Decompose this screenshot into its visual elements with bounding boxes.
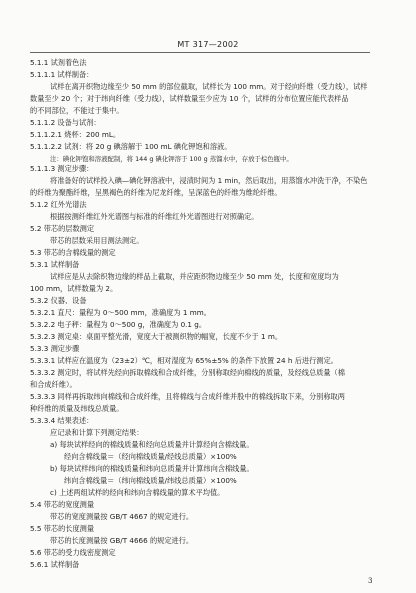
- text-line: [30, 105, 416, 117]
- text-line-content: 5.1.1.2.1 烧杯：200 mL。: [30, 130, 121, 139]
- text-line-content: a) 每块试样经向的棉线质量和经向总质量并计算经向含棉线量。: [50, 440, 254, 449]
- text-line: [50, 211, 416, 223]
- text-line: [50, 81, 416, 93]
- text-line-content: 5.3.1 试样制备: [30, 260, 80, 269]
- header-rule: [30, 52, 370, 53]
- text-line-content: 带芯的长度测量按 GB/T 4666 的规定进行。: [50, 536, 194, 545]
- text-line-content: 应记录和计算下列测定结果：: [50, 428, 144, 437]
- text-line: [30, 559, 416, 571]
- text-line-content: 5.3 带芯的含棉线量的测定: [30, 248, 116, 257]
- text-line: [50, 535, 416, 547]
- text-line-content: 5.3.2.2 电子秤：量程为 0～500 g，准确度为 0.1 g。: [30, 320, 207, 329]
- text-line: [30, 57, 416, 69]
- text-line: [50, 487, 416, 499]
- text-line-content: 带芯的层数采用目测法测定。: [50, 236, 144, 245]
- text-line-content: 5.3.2 仪器、设备: [30, 296, 87, 305]
- text-line: [30, 141, 416, 153]
- text-line-content: 根据按测纤维红外光谱图与标准的纤维红外光谱图进行对照确定。: [50, 212, 259, 221]
- text-line-content: 5.1.1.3 测定步骤：: [30, 164, 94, 173]
- text-line-content: b) 每块试样纬向的棉线质量和纬向总质量并计算纬向含棉线量。: [50, 464, 254, 473]
- text-line: [30, 295, 416, 307]
- text-line: [30, 117, 416, 129]
- text-line: [30, 391, 416, 403]
- text-line: [30, 187, 416, 199]
- text-line: [30, 319, 416, 331]
- text-line: [50, 175, 416, 187]
- text-line-content: 5.1.1.1 试样制备：: [30, 70, 94, 79]
- text-line: [30, 129, 416, 141]
- text-line-content: 100 mm，试样数量为 2。: [30, 284, 118, 293]
- standard-header: MT 317—2002: [177, 40, 239, 49]
- text-line-content: 种纤维的质量及纬线总质量。: [30, 404, 124, 413]
- text-line: [30, 379, 416, 391]
- text-line-content: 5.3.2.1 直尺：量程为 0～500 mm，准确度为 1 mm。: [30, 308, 211, 317]
- text-line: [30, 355, 416, 367]
- text-line: [30, 547, 416, 559]
- text-line: [30, 307, 416, 319]
- text-line-content: 5.4 带芯的宽度测量: [30, 500, 95, 509]
- text-line-content: 5.5 带芯的长度测量: [30, 524, 95, 533]
- text-line-content: 5.1.1.2.2 试剂：将 20 g 碘溶解于 100 mL 碘化钾饱和溶液。: [30, 142, 232, 151]
- text-line-content: 5.6 带芯的受力线密度测定: [30, 548, 116, 557]
- text-line-content: 的纤维为聚酯纤维，呈黑褐色的纤维为尼龙纤维，呈深蓝色的纤维为维纶纤维。: [30, 188, 282, 197]
- text-line-content: 经向含棉线量＝（经向棉线质量/经线总质量）×100%: [64, 452, 237, 461]
- text-line: [30, 523, 416, 535]
- text-line: [30, 415, 416, 427]
- text-line: [30, 259, 416, 271]
- text-line: [50, 439, 416, 451]
- text-line-content: 5.3.3.3 同样再拆取纬向棉线和合成纤维，且将棉线与合成纤维并股中的棉线拆取下来，分别称取两: [30, 392, 345, 401]
- text-line-content: 5.1.2 红外光谱法: [30, 200, 87, 209]
- text-line-content: 5.6.1 试样制备: [30, 560, 80, 569]
- text-line: [30, 403, 416, 415]
- text-line-content: 5.1.1 试剂着色法: [30, 58, 87, 67]
- text-line-content: 5.3.3 测定步骤: [30, 344, 80, 353]
- text-line-content: 带芯的宽度测量按 GB/T 4667 的规定进行。: [50, 512, 194, 521]
- text-line: [30, 283, 416, 295]
- text-line-content: 5.3.3.1 试样应在温度为（23±2）℃，相对湿度为 65%±5% 的条件下放置 24 h 后进行测定。: [30, 356, 338, 365]
- text-line: [30, 367, 416, 379]
- text-line-content: 5.2 带芯的层数测定: [30, 224, 95, 233]
- text-line-content: 注：碘化钾饱和溶液配制，将 144 g 碘化钾溶于 100 g 蒸馏水中，存放于棕色瓶中。: [50, 155, 293, 163]
- text-line: [50, 463, 416, 475]
- text-line-content: 5.1.1.2 设备与试剂：: [30, 118, 101, 127]
- text-line: [30, 343, 416, 355]
- text-line-content: 试样在离开织物边缘至少 50 mm 的部位截取，试样长为 100 mm。对于经向纤维（受力线），试样: [50, 82, 368, 91]
- text-line: [30, 93, 416, 105]
- text-line-content: 纬向含棉线量＝（纬向棉线质量/纬线总质量）×100%: [64, 476, 237, 485]
- text-line-content: 数量至少 20 个；对于纬向纤维（受力线），试样数量至少应为 10 个，试样的分布位置应能代表样品: [30, 94, 349, 103]
- text-line: [30, 247, 416, 259]
- text-line: [30, 69, 416, 81]
- page-number: 3: [368, 577, 373, 585]
- text-line: [30, 163, 416, 175]
- text-line: [50, 235, 416, 247]
- text-line-content: 和合成纤维）。: [30, 380, 77, 389]
- text-line: [50, 271, 416, 283]
- text-line-content: c) 上述两组试样的经向和纬向含棉线量的算术平均值。: [50, 488, 225, 497]
- text-line-content: 5.3.3.2 测定时，将试样先经向拆取棉线和合成纤维，分别称取经向棉线的质量，及经线总质量（棉: [30, 368, 345, 377]
- text-line: [30, 331, 416, 343]
- text-line-content: 试样应是从去除织物边缘的样品上截取，并应距织物边缘至少 50 mm 处，长度和宽度均为: [50, 272, 339, 281]
- text-line: [50, 427, 416, 439]
- text-line: [30, 499, 416, 511]
- text-line: [64, 451, 416, 463]
- text-line: [64, 475, 416, 487]
- text-line: [30, 199, 416, 211]
- text-line-content: 的不同部位，不能过于集中。: [30, 106, 124, 115]
- text-line: [30, 223, 416, 235]
- text-line-content: 5.3.3.4 结果表述：: [30, 416, 94, 425]
- text-line: [50, 511, 416, 523]
- text-line-content: 将准备好的试样投入碘—碘化钾溶液中，浸渍时间为 1 min，然后取出，用蒸馏水冲洗干净，不染色: [50, 176, 368, 185]
- text-line-content: 5.3.2.3 测定桌：桌面平整光滑，宽度大于被测织物的幅宽，长度不少于 1 m。: [30, 332, 283, 341]
